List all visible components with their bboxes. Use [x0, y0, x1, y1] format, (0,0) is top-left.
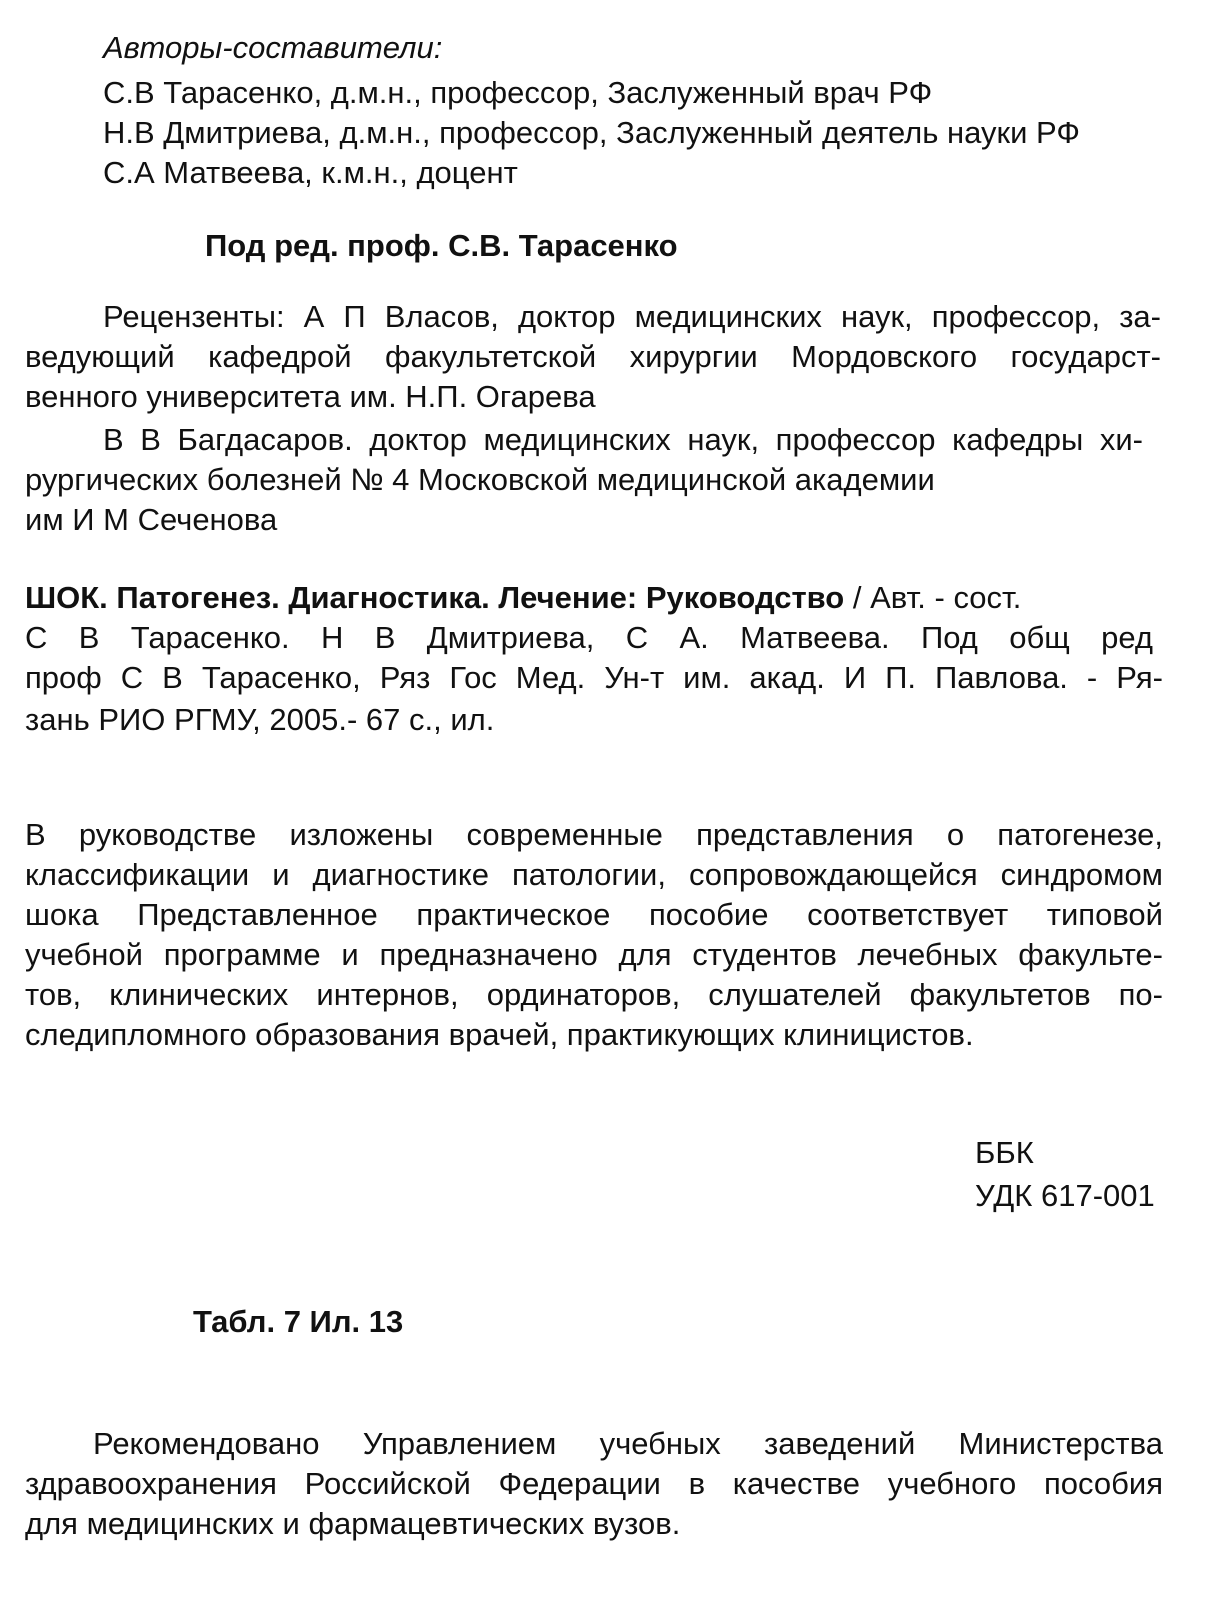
recommendation-block: [93, 1424, 1163, 1464]
abstract-line: тов, клинических интернов, ординаторов, слушателей факультетов по-: [25, 977, 1163, 1012]
citation-authors: / Авт. - сост.: [844, 580, 1022, 615]
author-line: Н.В Дмитриева, д.м.н., профессор, Заслуженный деятель науки РФ: [103, 115, 1080, 150]
abstract-line: В руководстве изложены современные представления о патогенезе,: [25, 817, 1163, 852]
citation-line-3: проф С В Тарасенко, Ряз Гос Мед. Ун-т им. акад. И П. Павлова. - Ря-: [25, 660, 1163, 695]
abstract-block: [25, 815, 1163, 1015]
reviewers-line: венного университета им. Н.П. Огарева: [25, 379, 596, 414]
citation-line-2: С В Тарасенко. Н В Дмитриева, С А. Матвеева. Под общ ред: [25, 620, 1153, 655]
abstract-line: следипломного образования врачей, практикующих клиницистов.: [25, 1017, 974, 1052]
authors-heading: Авторы-составители:: [103, 30, 443, 65]
recommendation-line: Рекомендовано Управлением учебных заведений Министерства: [93, 1426, 1163, 1461]
citation-title: ШОК. Патогенез. Диагностика. Лечение: Руководство: [25, 580, 845, 615]
reviewers-block: [25, 337, 1161, 377]
recommendation-line: для медицинских и фармацевтических вузов.: [25, 1506, 681, 1541]
reviewers-line: рургических болезней № 4 Московской медицинской академии: [25, 462, 935, 497]
reviewers-block: [103, 297, 1161, 337]
abstract-line: классификации и диагностике патологии, сопровождающейся синдромом: [25, 857, 1163, 892]
citation-block: [25, 658, 1163, 698]
reviewers-line: В В Багдасаров. доктор медицинских наук, профессор кафедры хи-: [103, 422, 1143, 457]
recommendation-line: здравоохранения Российской Федерации в качестве учебного пособия: [25, 1466, 1163, 1501]
reviewers-line: ведующий кафедрой факультетской хирургии Мордовского государст-: [25, 339, 1161, 374]
reviewers-block: [103, 420, 1143, 460]
abstract-line: шока Представленное практическое пособие соответствует типовой: [25, 897, 1163, 932]
recommendation-block: [25, 1464, 1163, 1504]
citation-line-4: зань РИО РГМУ, 2005.- 67 с., ил.: [25, 702, 495, 737]
citation-line-1: [25, 578, 1021, 618]
udk-code: УДК 617-001: [975, 1178, 1155, 1213]
abstract-line: учебной программе и предназначено для студентов лечебных факульте-: [25, 937, 1163, 972]
author-line: С.В Тарасенко, д.м.н., профессор, Заслуженный врач РФ: [103, 75, 933, 110]
bbk-code: ББК: [975, 1135, 1034, 1170]
reviewers-line: Рецензенты: А П Власов, доктор медицинских наук, профессор, за-: [103, 299, 1161, 334]
reviewers-line: им И М Сеченова: [25, 502, 278, 537]
citation-block: [25, 618, 1153, 658]
tables-illustrations: Табл. 7 Ил. 13: [193, 1304, 404, 1339]
author-line: С.А Матвеева, к.м.н., доцент: [103, 155, 518, 190]
editor-line: Под ред. проф. С.В. Тарасенко: [205, 228, 678, 263]
